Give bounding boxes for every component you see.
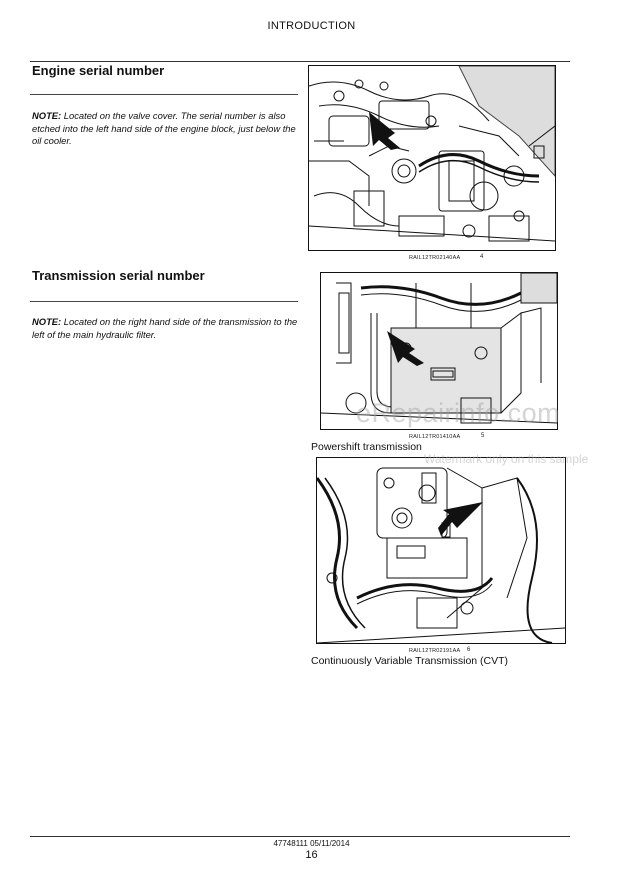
section-rule-engine (30, 94, 298, 95)
note-text: Located on the valve cover. The serial number is also etched into the left hand side of the engine block, just below the oil cooler. (32, 110, 296, 146)
figure-caption: Powershift transmission (311, 441, 422, 453)
watermark-subtext: Watermark only on this sample (424, 452, 589, 466)
figure-number: 5 (481, 433, 485, 439)
note-label: NOTE: (32, 110, 62, 121)
section-rule-transmission (30, 301, 298, 302)
indicator-arrow (369, 112, 400, 150)
note-engine (32, 110, 298, 148)
figure-number: 6 (467, 647, 471, 653)
note-text: Located on the right hand side of the transmission to the left of the main hydraulic filter. (32, 316, 298, 340)
engine-line-drawing (309, 66, 555, 250)
note-transmission (32, 316, 298, 341)
cvt-line-drawing (317, 458, 565, 643)
figure-engine-serial (308, 65, 556, 251)
figure-code: RAIL12TR01410AA (409, 434, 461, 440)
page-number: 16 (305, 849, 318, 861)
figure-code: RAIL12TR02191AA (409, 648, 461, 654)
note-label: NOTE: (32, 316, 62, 327)
document-number: 47748111 05/11/2014 (273, 839, 350, 848)
figure-caption: Continuously Variable Transmission (CVT) (311, 655, 509, 667)
header-rule (30, 61, 570, 62)
watermark: eRepairinfo.com (356, 398, 561, 428)
footer-rule (30, 836, 570, 837)
page-header: INTRODUCTION (267, 20, 356, 32)
figure-number: 4 (480, 254, 484, 260)
indicator-arrow (438, 502, 483, 536)
figure-cvt (316, 457, 566, 644)
figure-code: RAIL12TR02140AA (409, 255, 461, 261)
section-title-engine: Engine serial number (32, 63, 165, 78)
section-title-transmission: Transmission serial number (32, 268, 205, 283)
